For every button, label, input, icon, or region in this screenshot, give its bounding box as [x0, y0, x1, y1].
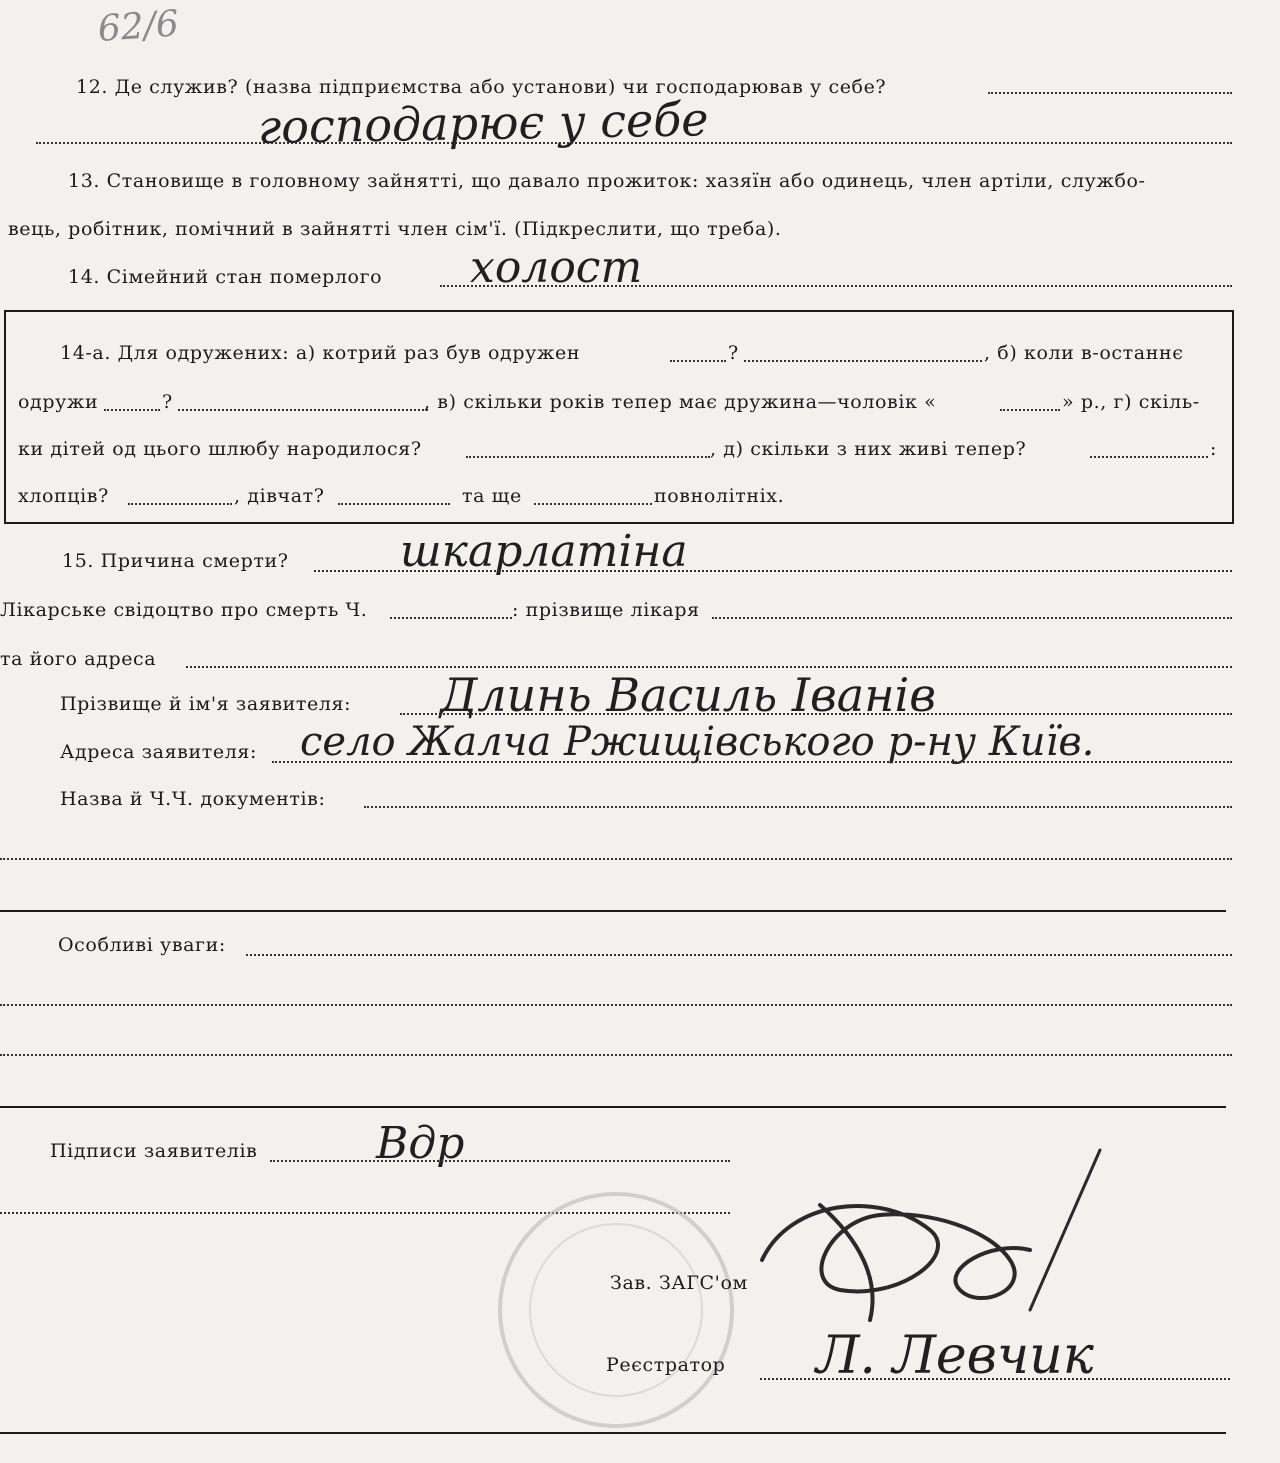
q13-line1: 13. Становище в головному зайнятті, що давало прожиток: хазяїн або одинець, член артіли, службо- — [68, 170, 1146, 192]
q14a-line4-girls: , дівчат? — [234, 485, 325, 507]
q14a-line1-end: , б) коли в-останнє — [984, 342, 1184, 364]
q12-answer: господарює у себе — [257, 92, 709, 154]
q14-label: 14. Сімейний стан померлого — [68, 266, 383, 288]
q14a-line3-end: : — [1210, 438, 1218, 460]
q14a-line1-text: 14-а. Для одружених: а) котрий раз був одружен — [60, 342, 581, 364]
q14-answer: холост — [470, 242, 643, 293]
q14a-line3-start: ки дітей од цього шлюбу народилося? — [18, 438, 422, 460]
q14a-line4-boys: хлопців? — [18, 485, 109, 507]
applicant-signatures-label: Підписи заявителів — [50, 1140, 258, 1162]
doctor-address-label: та його адреса — [0, 648, 157, 670]
q14a-line4-adults: повнолітніх. — [654, 485, 785, 507]
q14a-line2-start: одружи — [18, 391, 99, 413]
applicant-signature: Вдр — [376, 1118, 465, 1169]
q14a-line2-end: » р., г) скіль- — [1062, 391, 1200, 413]
archive-page-number: 62/6 — [96, 3, 181, 50]
q15-label: 15. Причина смерти? — [62, 550, 289, 572]
registrar-signature: Л. Левчик — [816, 1326, 1094, 1386]
registry-head-label: Зав. ЗАГС'ом — [610, 1272, 748, 1294]
q14a-question-mark-2: ? — [162, 391, 173, 413]
doctor-surname-label: : прізвище лікаря — [512, 599, 700, 621]
remarks-label: Особливі уваги: — [58, 934, 226, 956]
q13-line2: вець, робітник, помічний в зайнятті член сім'ї. (Підкреслити, що треба). — [8, 218, 782, 240]
applicant-name-label: Прізвище й ім'я заявителя: — [60, 693, 352, 715]
q14a-line3-mid: , д) скільки з них живі тепер? — [710, 438, 1027, 460]
medical-cert-label: Лікарське свідоцтво про смерть Ч. — [0, 599, 368, 621]
documents-label: Назва й Ч.Ч. документів: — [60, 788, 326, 810]
q15-answer: шкарлатіна — [400, 526, 688, 577]
applicant-address-value: село Жалча Ржищівського р-ну Київ. — [300, 719, 1095, 765]
registrar-label: Реєстратор — [606, 1354, 726, 1376]
q14a-line4-more: та ще — [462, 485, 522, 507]
q12-label: 12. Де служив? (назва підприємства або установи) чи господарював у себе? — [76, 76, 887, 98]
applicant-name-value: Длинь Василь Іванів — [440, 668, 937, 722]
bottom-divider — [0, 1432, 1226, 1434]
q14a-question-mark: ? — [728, 342, 739, 364]
applicant-address-label: Адреса заявителя: — [60, 741, 257, 763]
q14a-line2-mid: , в) скільки років тепер має дружина—чоловік « — [424, 391, 937, 413]
